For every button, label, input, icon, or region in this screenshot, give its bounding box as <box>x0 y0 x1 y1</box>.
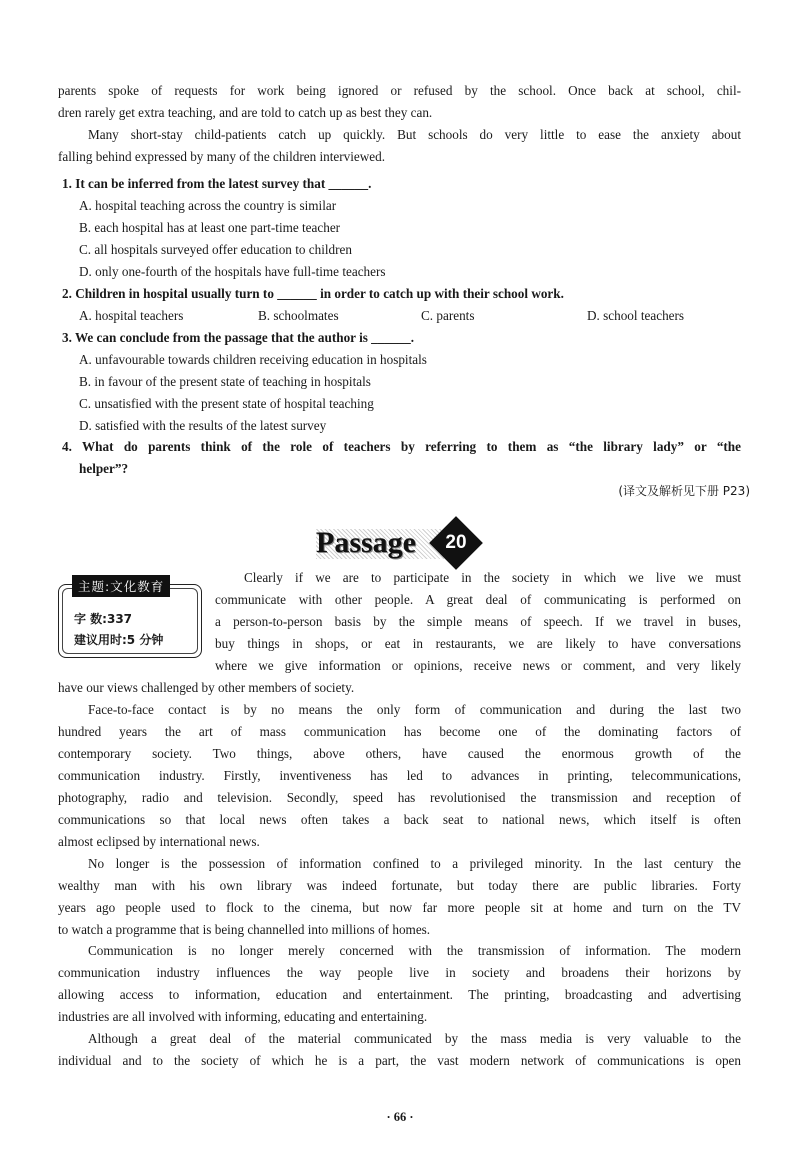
passage-line: to watch a programme that is being channelled into millions of homes. <box>58 922 431 937</box>
translation-note: (译文及解析见下册 P23) <box>618 484 750 498</box>
question-2-option-c: C. parents <box>421 308 475 323</box>
question-2-stem: 2. Children in hospital usually turn to ______ in order to catch up with their school work. <box>62 286 564 301</box>
passage-line: industries are all involved with informing, educating and entertaining. <box>58 1009 428 1024</box>
passage-number: 20 <box>445 532 467 553</box>
passage-line: buy things in shops, or eat in restaurants, we are likely to have conversations <box>215 636 741 651</box>
passage-line: No longer is the possession of information confined to a privileged minority. In the last century the <box>88 856 741 871</box>
passage-title: Passage <box>316 526 416 559</box>
topic-tag: 主题:文化教育 <box>72 575 170 597</box>
passage-line: communicate with other people. A great deal of communicating is performed on <box>215 592 741 607</box>
question-1-option-d: D. only one-fourth of the hospitals have full-time teachers <box>79 264 386 279</box>
passage-line: contemporary society. Two things, above others, have caused the enormous growth of the <box>58 746 741 761</box>
passage-number-diamond <box>429 516 483 570</box>
passage-line: Clearly if we are to participate in the society in which we live we must <box>244 570 741 585</box>
question-1-stem: 1. It can be inferred from the latest survey that ______. <box>62 176 372 191</box>
passage-line: wealthy man with his own library was indeed fortunate, but today there are public libraries. Forty <box>58 878 741 893</box>
question-4-stem: 4. What do parents think of the role of teachers by referring to them as “the library lady” or “the <box>62 439 741 454</box>
topic-box <box>58 572 204 658</box>
passage-line: hundred years the art of mass communication has become one of the dominating factors of <box>58 724 741 739</box>
question-2-option-b: B. schoolmates <box>258 308 339 323</box>
question-4-stem-cont: helper”? <box>79 461 129 476</box>
question-3-option-a: A. unfavourable towards children receiving education in hospitals <box>79 352 427 367</box>
question-2-option-a: A. hospital teachers <box>79 308 184 323</box>
question-3-option-c: C. unsatisfied with the present state of hospital teaching <box>79 396 374 411</box>
passage-line: a person-to-person basis by the simple means of speech. If we travel in buses, <box>215 614 741 629</box>
question-3-stem: 3. We can conclude from the passage that the author is ______. <box>62 330 415 345</box>
passage-line: have our views challenged by other members of society. <box>58 680 355 695</box>
question-1-option-c: C. all hospitals surveyed offer education to children <box>79 242 352 257</box>
page-number: · 66 · <box>386 1110 414 1124</box>
question-3-option-d: D. satisfied with the results of the latest survey <box>79 418 327 433</box>
passage-line: almost eclipsed by international news. <box>58 834 260 849</box>
passage-line: individual and to the society of which he is a part, the vast modern network of communications is open <box>58 1053 741 1068</box>
passage-line: Although a great deal of the material communicated by the mass media is very valuable to the <box>88 1031 741 1046</box>
question-1-option-b: B. each hospital has at least one part-time teacher <box>79 220 341 235</box>
question-2-option-d: D. school teachers <box>587 308 685 323</box>
paragraph-line: parents spoke of requests for work being ignored or refused by the school. Once back at school, chil- <box>58 83 741 98</box>
passage-line: years ago people used to flock to the cinema, but now far more people sit at home and turn on the TV <box>58 900 741 915</box>
passage-line: Communication is no longer merely concerned with the transmission of information. The modern <box>88 943 741 958</box>
question-1-option-a: A. hospital teaching across the country is similar <box>79 198 337 213</box>
suggested-time: 建议用时:5 分钟 <box>74 633 164 647</box>
paragraph-line: falling behind expressed by many of the children interviewed. <box>58 149 386 164</box>
passage-line: where we give information or opinions, receive news or comment, and very likely <box>215 658 741 673</box>
passage-line: allowing access to information, education and entertainment. The printing, broadcasting and advertising <box>58 987 741 1002</box>
passage-line: communication industry influences the way people live in society and broadens their horizons by <box>58 965 741 980</box>
passage-line: communication industry. Firstly, inventiveness has led to advances in printing, telecommunications, <box>58 768 741 783</box>
passage-line: photography, radio and television. Secondly, speed has revolutionised the transmission and reception of <box>58 790 741 805</box>
word-count: 字 数:337 <box>74 612 133 626</box>
paragraph-line: Many short-stay child-patients catch up quickly. But schools do very little to ease the anxiety about <box>88 127 741 142</box>
question-3-option-b: B. in favour of the present state of teaching in hospitals <box>79 374 371 389</box>
passage-banner <box>316 521 486 565</box>
paragraph-line: dren rarely get extra teaching, and are told to catch up as best they can. <box>58 105 433 120</box>
passage-line: Face-to-face contact is by no means the only form of communication and during the last two <box>88 702 741 717</box>
passage-line: communications so that local news often takes a back seat to national news, which itself is often <box>58 812 741 827</box>
